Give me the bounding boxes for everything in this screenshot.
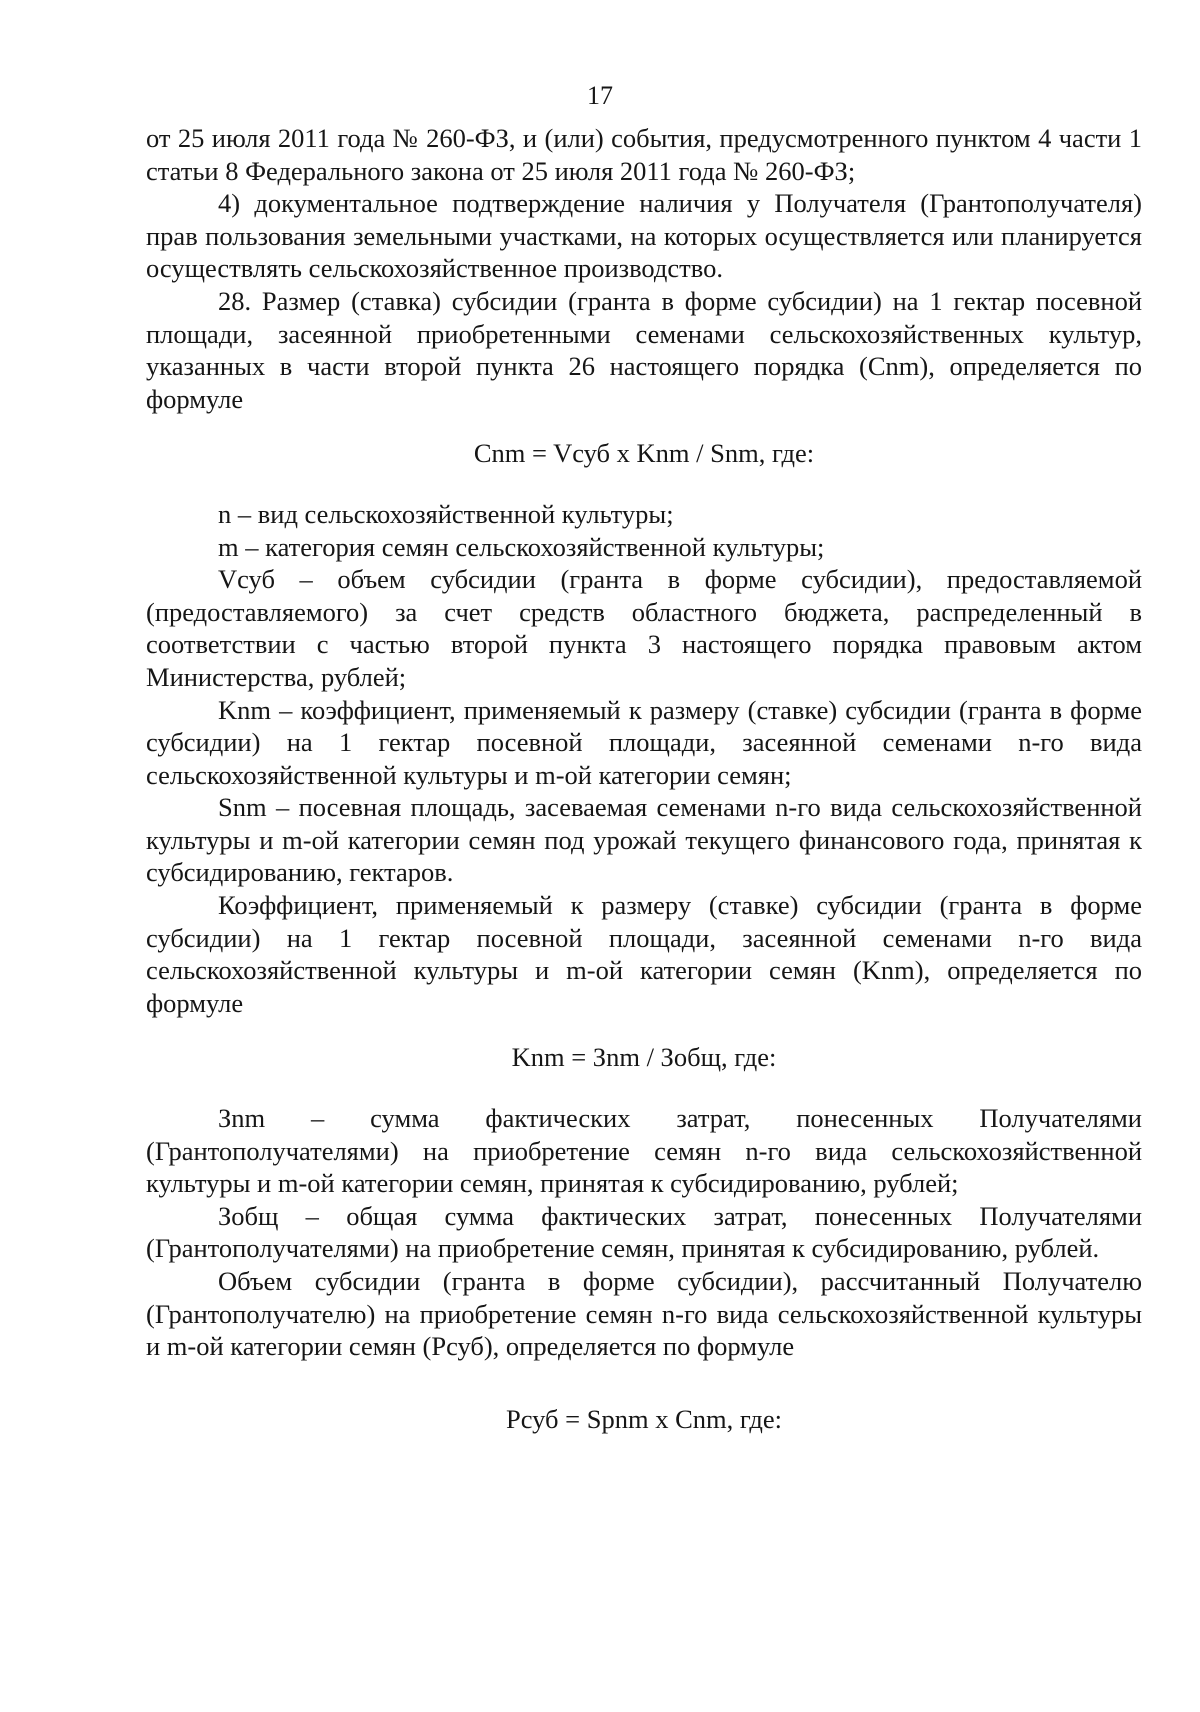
definition-n: n – вид сельскохозяйственной культуры;: [218, 498, 674, 529]
paragraph-coefficient: Коэффициент, применяемый к размеру (ставке) субсидии (гранта в форме субсидии) на 1 гектар посевной площади, засеянной семенами n-го вида сельскохозяйственной культуры и m-ой категории семян (Knm), определяется по формуле: [146, 890, 1142, 1018]
formula-knm: Knm = Зnm / Зобщ, где:: [511, 1042, 777, 1073]
paragraph-clause-28: 28. Размер (ставка) субсидии (гранта в форме субсидии) на 1 гектар посевной площади, засеянной приобретенными семенами сельскохозяйственных культур, указанных в части второй пункта 26 настоящего порядка (Cnm), определяется по формуле: [146, 285, 1142, 414]
formula-cnm: Cnm = Vсуб x Knm / Snm, где:: [473, 438, 815, 469]
document-body: [146, 122, 1142, 1463]
formula-psub: Pсуб = Spnm x Cnm, где:: [505, 1403, 783, 1434]
definition-m: m – категория семян сельскохозяйственной культуры;: [218, 531, 825, 562]
definition-snm: Snm – посевная площадь, засеваемая семенами n-го вида сельскохозяйственной культуры и m-ой категории семян под урожай текущего финансового года, принятая к субсидированию, гектаров.: [146, 792, 1142, 888]
paragraph-subsidy-volume: Объем субсидии (гранта в форме субсидии), рассчитанный Получателю (Грантополучателю) на приобретение семян n-го вида сельскохозяйственной культуры и m-ой категории семян (Pсуб), определяется по формуле: [146, 1266, 1142, 1362]
definition-knm: Knm – коэффициент, применяемый к размеру (ставке) субсидии (гранта в форме субсидии) на 1 гектар посевной площади, засеянной семенами n-го вида сельскохозяйственной культуры и m-ой категории семян;: [146, 694, 1142, 790]
paragraph-continuation: от 25 июля 2011 года № 260-ФЗ, и (или) события, предусмотренного пунктом 4 части 1 статьи 8 Федерального закона от 25 июля 2011 года № 260-ФЗ;: [146, 123, 1142, 186]
page-number: 17: [587, 81, 613, 110]
definition-znm: Зnm – сумма фактических затрат, понесенных Получателями (Грантополучателями) на приобретение семян n-го вида сельскохозяйственной культуры и m-ой категории семян, принятая к субсидированию, рублей;: [146, 1103, 1142, 1199]
paragraph-item-4: 4) документальное подтверждение наличия у Получателя (Грантополучателя) прав пользования земельными участками, на которых осуществляется или планируется осуществлять сельскохозяйственное производство.: [146, 188, 1142, 284]
definition-vsub: Vсуб – объем субсидии (гранта в форме субсидии), предоставляемой (предоставляемого) за счет средств областного бюджета, распределенный в соответствии с частью второй пункта 3 настоящего порядка правовым актом Министерства, рублей;: [146, 564, 1142, 692]
definition-zobsch: Зобщ – общая сумма фактических затрат, понесенных Получателями (Грантополучателями) на приобретение семян, принятая к субсидированию, рублей.: [146, 1200, 1142, 1264]
